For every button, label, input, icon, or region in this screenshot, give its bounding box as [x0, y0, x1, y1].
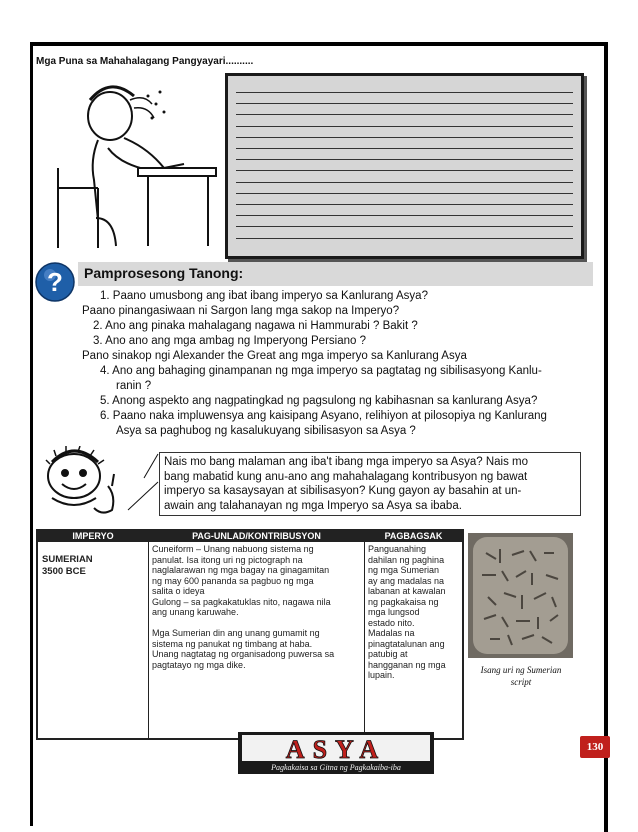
- table-cell-line: Madalas na: [368, 628, 415, 638]
- table-cell-line: labanan at kawalan: [368, 586, 446, 596]
- notes-line: [236, 126, 573, 127]
- banner-title: ASYA: [285, 735, 387, 764]
- notes-line: [236, 193, 573, 194]
- table-cell-line: sistema ng panukat ng timbang at haba.: [152, 638, 313, 649]
- notes-line: [236, 114, 573, 115]
- table-cell-line: lupain.: [368, 670, 395, 680]
- question-item: 1. Paano umusbong ang ibat ibang imperyo sa Kanlurang Asya?: [100, 290, 428, 302]
- fall-cell: [368, 544, 460, 681]
- table-header-fall: PAGBAGSAK: [365, 531, 462, 542]
- table-divider: [364, 531, 365, 738]
- table-header-contribution: PAG-UNLAD/KONTRIBUSYON: [149, 531, 364, 542]
- asya-banner: [238, 732, 434, 774]
- table-cell-line: patubig at: [368, 649, 408, 659]
- page-frame-top: [30, 42, 608, 46]
- table-cell-line: Gulong – sa pagkakatuklas nito, nagawa nila: [152, 596, 331, 607]
- question-item: 6. Paano naka impluwensya ang kaisipang Asyano, relihiyon at pilosopiya ng Kanlurang: [100, 410, 547, 422]
- table-cell-line: naglalarawan ng mga bagay na ginagamitan: [152, 565, 330, 575]
- question-item: 2. Ano ang pinaka mahalagang nagawa ni Hammurabi ? Bakit ?: [93, 320, 418, 332]
- questions-title: Pamprosesong Tanong:: [84, 265, 244, 281]
- table-cell-line: pagtatayo ng mga dike.: [152, 659, 246, 670]
- callout-line: imperyo sa kasaysayan at sibilisasyon? Kung gayon ay basahin at un-: [164, 485, 522, 497]
- empire-name: SUMERIAN: [42, 554, 93, 565]
- table-divider: [148, 531, 149, 738]
- table-cell-line: ang unang karuwahe.: [152, 607, 239, 617]
- table-cell-line: dahilan ng paghina: [368, 554, 445, 565]
- table-cell-line: Unang nagtatag ng organisadong puwersa sa: [152, 649, 335, 659]
- notes-line: [236, 182, 573, 183]
- question-mark-icon: [35, 262, 75, 302]
- question-item: 4. Ano ang bahaging ginampanan ng mga imperyo sa pagtatag ng sibilisasyong Kanlu-: [100, 365, 542, 377]
- page-frame-left: [30, 42, 33, 826]
- table-cell-line: pinagtatalunan ang: [368, 638, 445, 649]
- notes-box[interactable]: [225, 73, 584, 259]
- table-cell-line: salita o ideya: [152, 586, 205, 596]
- notes-line: [236, 148, 573, 149]
- table-cell-line: Panguanahing: [368, 544, 427, 554]
- notes-line: [236, 238, 573, 239]
- question-item: 5. Anong aspekto ang nagpatingkad ng pagsulong ng kabihasnan sa kanlurang Asya?: [100, 395, 538, 407]
- table-cell-line: ng may 600 pananda sa pagbuo ng mga: [152, 575, 314, 586]
- empire-table: [36, 529, 464, 740]
- table-cell-line: estado nito.: [368, 617, 415, 628]
- tablet-caption: Isang uri ng Sumerian script: [480, 665, 562, 687]
- svg-text:?: ?: [47, 267, 63, 297]
- question-item: Paano pinangasiwaan ni Sargon lang mga sakop na Imperyo?: [82, 305, 400, 317]
- notes-line: [236, 159, 573, 160]
- page-number-badge: 130: [580, 736, 610, 758]
- notes-line: [236, 137, 573, 138]
- contribution-cell: [152, 544, 362, 670]
- question-item: Asya sa paghubog ng kasalukuyang sibilisasyon sa Asya ?: [116, 425, 416, 437]
- notes-line: [236, 215, 573, 216]
- table-cell-line: panulat. Isa itong uri ng pictograph na: [152, 554, 303, 565]
- question-item: Pano sinakop ngi Alexander the Great ang mga imperyo sa Kanlurang Asya: [82, 350, 467, 362]
- mascot-pointing-illustration: [38, 446, 128, 526]
- notes-line: [236, 170, 573, 171]
- banner-subtitle: Pagkakaisa sa Gitna ng Pagkakaiba-iba: [271, 763, 401, 772]
- table-cell-line: Cuneiform – Unang nabuong sistema ng: [152, 544, 314, 554]
- table-cell-line: [152, 618, 362, 629]
- table-cell-line: Mga Sumerian din ang unang gumamit ng: [152, 628, 320, 638]
- table-cell-line: ay ang madalas na: [368, 575, 445, 586]
- section-header: Mga Puna sa Mahahalagang Pangyayari..........: [36, 56, 254, 67]
- question-item: ranin ?: [116, 380, 152, 392]
- callout-line: Nais mo bang malaman ang iba't ibang mga imperyo sa Asya? Nais mo: [164, 456, 528, 468]
- table-cell-line: ng pagkakaisa ng: [368, 596, 439, 607]
- table-cell-line: mga lungsod: [368, 607, 420, 617]
- info-callout: [159, 452, 581, 516]
- callout-line: bang mabatid kung anu-ano ang mahahalagang kontribusyon ng bawat: [164, 470, 528, 483]
- notes-lines: [236, 84, 573, 248]
- notes-line: [236, 204, 573, 205]
- notes-line: [236, 103, 573, 104]
- table-header-empire: IMPERYO: [38, 531, 148, 542]
- empire-date: 3500 BCE: [42, 566, 86, 577]
- page-frame-right: [604, 42, 608, 832]
- notes-line: [236, 226, 573, 227]
- student-at-desk-illustration: [38, 78, 218, 250]
- notes-line: [236, 92, 573, 93]
- callout-pointer: [122, 452, 160, 514]
- question-item: 3. Ano ano ang mga ambag ng Imperyong Persiano ?: [93, 335, 366, 347]
- table-cell-line: hangganan ng mga: [368, 659, 446, 670]
- sumerian-tablet-image: [468, 533, 573, 658]
- callout-line: awain ang talahanayan ng mga Imperyo sa Asya sa ibaba.: [164, 499, 462, 512]
- table-cell-line: ng mga Sumerian: [368, 565, 440, 575]
